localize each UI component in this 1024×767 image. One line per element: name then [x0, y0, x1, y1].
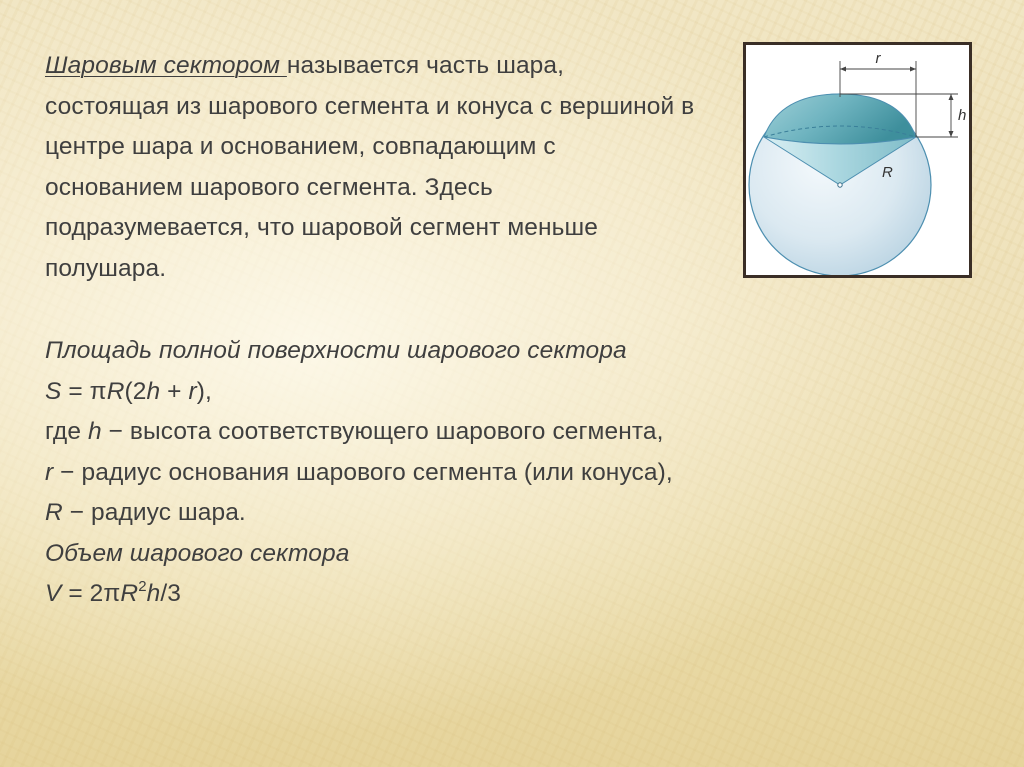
surface-formula: [45, 372, 745, 413]
where-h-line: [45, 412, 745, 453]
where-big-r-line: [45, 493, 745, 534]
segment-cap: [764, 94, 916, 144]
formula-var-h: h: [146, 377, 161, 405]
definition-paragraph: [45, 46, 695, 289]
volume-var-big-r: R: [120, 580, 139, 607]
formula-var-big-r: R: [106, 377, 125, 405]
label-big-r: R: [882, 164, 893, 181]
slide-text: [45, 46, 745, 615]
center-point: [838, 183, 842, 187]
spherical-sector-diagram: [746, 45, 969, 275]
where-var-big-r: R: [45, 499, 63, 526]
where-var-r: r: [45, 458, 54, 486]
where-var-h: h: [87, 418, 102, 445]
h-arrow-bottom: [949, 131, 954, 137]
where-r-line: [45, 453, 745, 494]
where-prefix: где: [45, 418, 88, 445]
volume-var-v: V: [45, 580, 62, 607]
volume-var-h: h: [146, 580, 161, 607]
definition-body: называется часть шара, состоящая из шарового сегмента и конуса с вершиной в центре шара и основанием, совпадающим с основанием шарового сегмента. Здесь подразумевается, что шаровой сегмент меньше полушара.: [45, 52, 695, 282]
r-arrow-left: [840, 67, 846, 72]
formula-var-r: r: [188, 377, 197, 405]
formula-eq: = π: [61, 377, 107, 405]
surface-heading: Площадь полной поверхности шарового сектора: [45, 337, 627, 364]
formula-plus: +: [160, 377, 189, 405]
surface-section: [45, 331, 745, 615]
formula-var-s: S: [45, 377, 62, 405]
label-r: r: [875, 50, 881, 67]
h-arrow-top: [949, 94, 954, 100]
volume-heading: Объем шарового сектора: [45, 539, 350, 567]
formula-close: ),: [196, 377, 212, 405]
where-big-r-text: − радиус шара.: [62, 499, 246, 526]
definition-term: Шаровым сектором: [45, 52, 287, 79]
label-h: h: [958, 107, 967, 124]
volume-eq: = 2π: [61, 580, 121, 607]
where-h-text: − высота соответствующего шарового сегмента,: [101, 418, 664, 445]
volume-tail: /3: [160, 580, 182, 607]
volume-formula: [45, 574, 745, 615]
spherical-sector-figure: [743, 42, 972, 278]
r-arrow-right: [910, 67, 916, 72]
where-r-text: − радиус основания шарового сегмента (или конуса),: [53, 458, 673, 486]
formula-part: (2: [124, 377, 147, 405]
volume-exponent: 2: [138, 578, 147, 595]
